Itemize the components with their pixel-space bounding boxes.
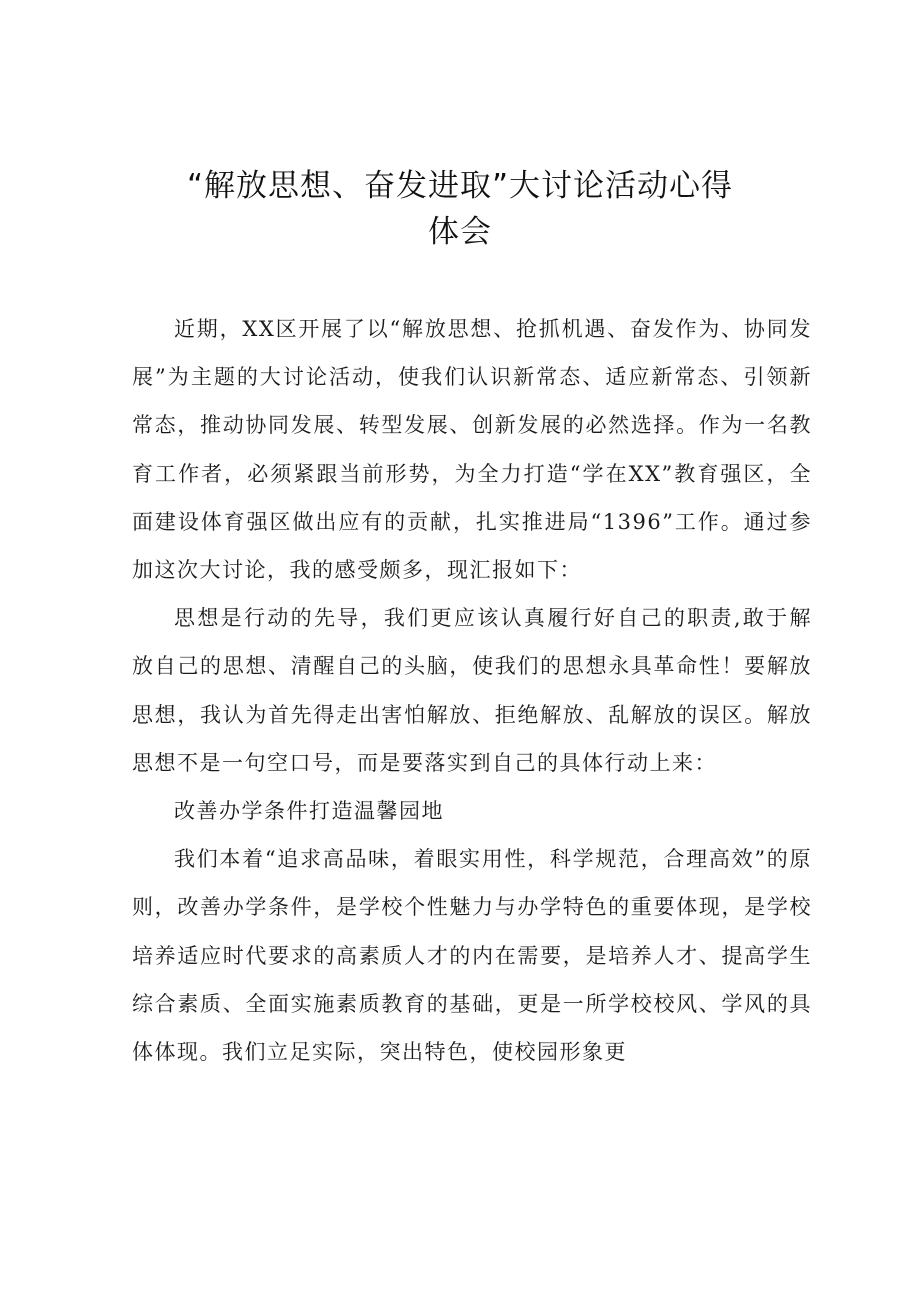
- paragraph-conditions: 我们本着“追求高品味，着眼实用性，科学规范，合理高效”的原则，改善办学条件，是学校个性魅力与办学特色的重要体现，是学校培养适应时代要求的高素质人才的内在需要，是培养人才、提高学生综合素质、全面实施素质教育的基础，更是一所学校校风、学风的具体体现。我们立足实际，突出特色，使校园形象更: [132, 847, 812, 1065]
- paragraph-intro: 近期，XX区开展了以“解放思想、抢抓机遇、奋发作为、协同发展”为主题的大讨论活动，使我们认识新常态、适应新常态、引领新常态，推动协同发展、转型发展、创新发展的必然选择。作为一名教育工作者，必须紧跟当前形势，为全力打造“学在XX”教育强区，全面建设体育强区做出应有的贡献，扎实推进局“1396”工作。通过参加这次大讨论，我的感受颇多，现汇报如下：: [132, 317, 812, 583]
- document-body: [132, 305, 812, 1076]
- section-heading: 改善办学条件打造温馨园地: [174, 799, 444, 824]
- document-title-continued: 体会: [428, 214, 492, 250]
- document-title: “解放思想、奋发进取”大讨论活动心得: [186, 168, 734, 204]
- paragraph-thought: 思想是行动的先导，我们更应该认真履行好自己的职责,敢于解放自己的思想、清醒自己的头脑，使我们的思想永具革命性！要解放思想，我认为首先得走出害怕解放、拒绝解放、乱解放的误区。解放思想不是一句空口号，而是要落实到自己的具体行动上来：: [132, 606, 812, 775]
